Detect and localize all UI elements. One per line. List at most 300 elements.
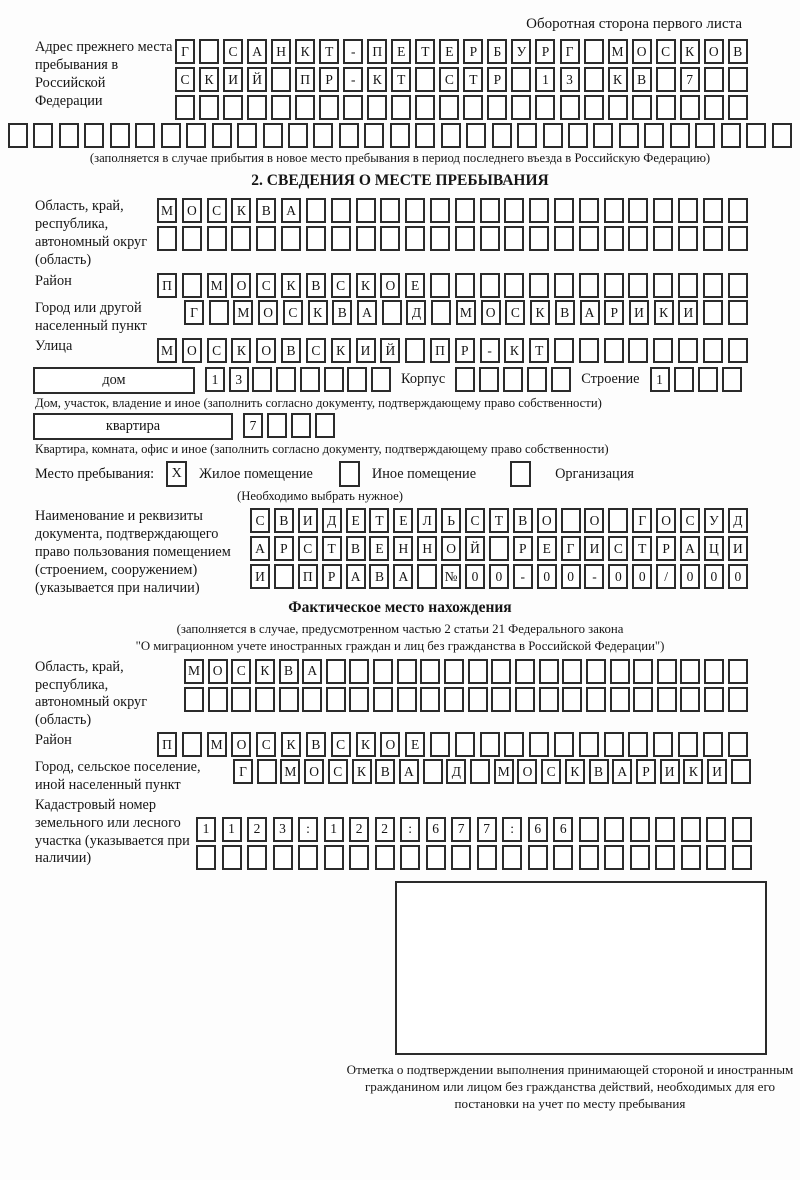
char-cell[interactable] [273, 845, 293, 870]
char-cell[interactable]: С [207, 198, 227, 223]
char-cell[interactable] [554, 226, 574, 251]
char-cell[interactable] [515, 659, 535, 684]
char-cell[interactable] [554, 198, 574, 223]
char-cell[interactable] [722, 367, 742, 392]
char-cell[interactable] [561, 508, 581, 533]
char-cell[interactable]: М [157, 338, 177, 363]
char-cell[interactable]: М [184, 659, 204, 684]
char-cell[interactable] [703, 338, 723, 363]
char-cell[interactable]: Р [319, 67, 339, 92]
char-cell[interactable]: Р [274, 536, 294, 561]
char-cell[interactable] [503, 367, 523, 392]
char-cell[interactable]: В [306, 273, 326, 298]
char-cell[interactable]: С [223, 39, 243, 64]
char-cell[interactable] [680, 95, 700, 120]
char-cell[interactable] [529, 226, 549, 251]
char-cell[interactable] [554, 732, 574, 757]
char-cell[interactable]: 0 [632, 564, 652, 589]
char-cell[interactable] [584, 95, 604, 120]
char-cell[interactable] [678, 198, 698, 223]
char-cell[interactable] [703, 273, 723, 298]
char-cell[interactable]: К [255, 659, 275, 684]
char-cell[interactable]: Г [184, 300, 204, 325]
char-cell[interactable] [439, 95, 459, 120]
char-cell[interactable] [655, 845, 675, 870]
char-cell[interactable]: У [511, 39, 531, 64]
char-cell[interactable] [367, 95, 387, 120]
char-cell[interactable] [480, 198, 500, 223]
char-cell[interactable] [579, 817, 599, 842]
char-cell[interactable]: А [346, 564, 366, 589]
char-cell[interactable]: 1 [205, 367, 225, 392]
char-cell[interactable]: И [660, 759, 680, 784]
char-cell[interactable]: М [233, 300, 253, 325]
char-cell[interactable] [568, 123, 588, 148]
char-cell[interactable] [161, 123, 181, 148]
char-cell[interactable]: О [481, 300, 501, 325]
char-cell[interactable]: С [439, 67, 459, 92]
char-cell[interactable] [373, 687, 393, 712]
char-cell[interactable]: С [231, 659, 251, 684]
char-cell[interactable]: 0 [608, 564, 628, 589]
char-cell[interactable] [653, 198, 673, 223]
char-cell[interactable]: О [656, 508, 676, 533]
char-cell[interactable] [704, 67, 724, 92]
char-cell[interactable]: 2 [375, 817, 395, 842]
char-cell[interactable]: А [393, 564, 413, 589]
char-cell[interactable]: О [256, 338, 276, 363]
char-cell[interactable]: - [480, 338, 500, 363]
char-cell[interactable] [295, 95, 315, 120]
char-cell[interactable]: А [302, 659, 322, 684]
char-cell[interactable]: С [331, 273, 351, 298]
char-cell[interactable] [504, 198, 524, 223]
char-cell[interactable]: 1 [650, 367, 670, 392]
char-cell[interactable]: В [632, 67, 652, 92]
char-cell[interactable] [706, 845, 726, 870]
char-cell[interactable] [415, 95, 435, 120]
char-cell[interactable]: А [247, 39, 267, 64]
char-cell[interactable] [628, 338, 648, 363]
char-cell[interactable] [604, 226, 624, 251]
char-cell[interactable]: 6 [553, 817, 573, 842]
char-cell[interactable] [480, 226, 500, 251]
char-cell[interactable] [257, 759, 277, 784]
char-cell[interactable] [728, 659, 748, 684]
char-cell[interactable]: : [502, 817, 522, 842]
char-cell[interactable] [728, 95, 748, 120]
char-cell[interactable]: К [231, 338, 251, 363]
char-cell[interactable]: Й [380, 338, 400, 363]
char-cell[interactable] [728, 687, 748, 712]
char-cell[interactable]: К [199, 67, 219, 92]
char-cell[interactable]: М [494, 759, 514, 784]
char-cell[interactable]: К [281, 732, 301, 757]
char-cell[interactable] [405, 198, 425, 223]
char-cell[interactable] [231, 687, 251, 712]
char-cell[interactable] [279, 687, 299, 712]
char-cell[interactable] [628, 198, 648, 223]
char-cell[interactable] [373, 659, 393, 684]
char-cell[interactable] [678, 226, 698, 251]
char-cell[interactable]: Р [487, 67, 507, 92]
char-cell[interactable] [703, 226, 723, 251]
char-cell[interactable]: М [608, 39, 628, 64]
char-cell[interactable]: Р [455, 338, 475, 363]
char-cell[interactable] [732, 845, 752, 870]
char-cell[interactable]: В [728, 39, 748, 64]
char-cell[interactable]: К [608, 67, 628, 92]
char-cell[interactable] [633, 659, 653, 684]
char-cell[interactable] [324, 845, 344, 870]
char-cell[interactable]: М [207, 732, 227, 757]
char-cell[interactable]: К [680, 39, 700, 64]
char-cell[interactable] [703, 300, 723, 325]
char-cell[interactable]: К [367, 67, 387, 92]
char-cell[interactable]: О [304, 759, 324, 784]
char-cell[interactable] [441, 123, 461, 148]
char-cell[interactable] [670, 123, 690, 148]
char-cell[interactable]: С [175, 67, 195, 92]
char-cell[interactable]: В [555, 300, 575, 325]
char-cell[interactable] [554, 338, 574, 363]
char-cell[interactable] [382, 300, 402, 325]
char-cell[interactable] [539, 659, 559, 684]
char-cell[interactable] [608, 95, 628, 120]
char-cell[interactable]: 7 [243, 413, 263, 438]
char-cell[interactable]: М [280, 759, 300, 784]
char-cell[interactable] [455, 732, 475, 757]
char-cell[interactable]: С [256, 273, 276, 298]
char-cell[interactable] [182, 273, 202, 298]
char-cell[interactable]: С [207, 338, 227, 363]
char-cell[interactable]: Г [175, 39, 195, 64]
char-cell[interactable]: Р [513, 536, 533, 561]
char-cell[interactable] [380, 198, 400, 223]
char-cell[interactable]: К [654, 300, 674, 325]
char-cell[interactable] [59, 123, 79, 148]
char-cell[interactable] [300, 367, 320, 392]
char-cell[interactable] [468, 687, 488, 712]
char-cell[interactable] [466, 123, 486, 148]
char-cell[interactable] [157, 226, 177, 251]
stay-type-checkbox-residential[interactable]: X [166, 461, 187, 487]
char-cell[interactable]: С [298, 536, 318, 561]
char-cell[interactable]: В [375, 759, 395, 784]
char-cell[interactable] [579, 273, 599, 298]
char-cell[interactable]: 0 [728, 564, 748, 589]
char-cell[interactable]: К [352, 759, 372, 784]
char-cell[interactable] [380, 226, 400, 251]
char-cell[interactable] [704, 687, 724, 712]
char-cell[interactable] [554, 273, 574, 298]
char-cell[interactable] [529, 732, 549, 757]
char-cell[interactable]: М [456, 300, 476, 325]
char-cell[interactable] [271, 95, 291, 120]
char-cell[interactable] [347, 367, 367, 392]
char-cell[interactable]: В [279, 659, 299, 684]
char-cell[interactable] [455, 367, 475, 392]
char-cell[interactable]: В [589, 759, 609, 784]
char-cell[interactable]: К [295, 39, 315, 64]
char-cell[interactable] [704, 95, 724, 120]
char-cell[interactable]: Р [636, 759, 656, 784]
char-cell[interactable]: Т [463, 67, 483, 92]
char-cell[interactable] [610, 687, 630, 712]
char-cell[interactable]: Ц [704, 536, 724, 561]
char-cell[interactable] [455, 198, 475, 223]
char-cell[interactable]: А [250, 536, 270, 561]
char-cell[interactable]: С [306, 338, 326, 363]
char-cell[interactable] [391, 95, 411, 120]
char-cell[interactable]: И [678, 300, 698, 325]
char-cell[interactable] [255, 687, 275, 712]
char-cell[interactable] [732, 817, 752, 842]
char-cell[interactable] [331, 226, 351, 251]
char-cell[interactable] [417, 564, 437, 589]
char-cell[interactable] [728, 67, 748, 92]
char-cell[interactable] [477, 845, 497, 870]
char-cell[interactable] [604, 273, 624, 298]
char-cell[interactable] [678, 732, 698, 757]
char-cell[interactable] [208, 687, 228, 712]
char-cell[interactable]: 7 [477, 817, 497, 842]
char-cell[interactable]: М [157, 198, 177, 223]
char-cell[interactable]: 1 [222, 817, 242, 842]
char-cell[interactable] [529, 273, 549, 298]
char-cell[interactable] [586, 659, 606, 684]
char-cell[interactable] [721, 123, 741, 148]
house-field-box[interactable]: дом [33, 367, 195, 394]
char-cell[interactable] [451, 845, 471, 870]
char-cell[interactable] [728, 273, 748, 298]
char-cell[interactable] [728, 338, 748, 363]
char-cell[interactable] [331, 198, 351, 223]
char-cell[interactable] [579, 226, 599, 251]
char-cell[interactable] [274, 564, 294, 589]
char-cell[interactable] [84, 123, 104, 148]
char-cell[interactable] [560, 95, 580, 120]
char-cell[interactable]: К [683, 759, 703, 784]
char-cell[interactable] [704, 659, 724, 684]
char-cell[interactable] [504, 732, 524, 757]
char-cell[interactable]: М [207, 273, 227, 298]
char-cell[interactable] [306, 198, 326, 223]
char-cell[interactable]: О [704, 39, 724, 64]
char-cell[interactable] [405, 226, 425, 251]
char-cell[interactable]: В [274, 508, 294, 533]
char-cell[interactable]: О [584, 508, 604, 533]
char-cell[interactable]: О [537, 508, 557, 533]
char-cell[interactable]: И [298, 508, 318, 533]
char-cell[interactable] [535, 95, 555, 120]
char-cell[interactable]: Т [632, 536, 652, 561]
char-cell[interactable] [728, 226, 748, 251]
char-cell[interactable]: Л [417, 508, 437, 533]
char-cell[interactable] [644, 123, 664, 148]
char-cell[interactable] [680, 687, 700, 712]
char-cell[interactable]: К [356, 732, 376, 757]
char-cell[interactable] [247, 95, 267, 120]
char-cell[interactable]: В [513, 508, 533, 533]
char-cell[interactable]: К [231, 198, 251, 223]
char-cell[interactable]: О [208, 659, 228, 684]
char-cell[interactable] [339, 123, 359, 148]
char-cell[interactable]: 0 [537, 564, 557, 589]
char-cell[interactable]: Г [233, 759, 253, 784]
char-cell[interactable] [480, 732, 500, 757]
char-cell[interactable]: 1 [535, 67, 555, 92]
char-cell[interactable]: Д [322, 508, 342, 533]
char-cell[interactable] [271, 67, 291, 92]
char-cell[interactable] [135, 123, 155, 148]
char-cell[interactable] [375, 845, 395, 870]
char-cell[interactable] [326, 659, 346, 684]
char-cell[interactable]: У [704, 508, 724, 533]
char-cell[interactable] [703, 198, 723, 223]
char-cell[interactable] [444, 687, 464, 712]
char-cell[interactable] [315, 413, 335, 438]
char-cell[interactable] [653, 732, 673, 757]
char-cell[interactable] [463, 95, 483, 120]
char-cell[interactable]: П [157, 732, 177, 757]
char-cell[interactable]: 3 [229, 367, 249, 392]
char-cell[interactable] [502, 845, 522, 870]
char-cell[interactable]: С [608, 536, 628, 561]
char-cell[interactable]: - [343, 39, 363, 64]
char-cell[interactable]: А [680, 536, 700, 561]
char-cell[interactable]: Т [391, 67, 411, 92]
char-cell[interactable]: 0 [489, 564, 509, 589]
char-cell[interactable]: О [517, 759, 537, 784]
char-cell[interactable]: - [343, 67, 363, 92]
char-cell[interactable] [584, 39, 604, 64]
char-cell[interactable] [326, 687, 346, 712]
char-cell[interactable] [430, 732, 450, 757]
char-cell[interactable]: П [430, 338, 450, 363]
char-cell[interactable]: П [367, 39, 387, 64]
char-cell[interactable]: Г [561, 536, 581, 561]
char-cell[interactable] [515, 687, 535, 712]
char-cell[interactable]: О [258, 300, 278, 325]
char-cell[interactable] [681, 845, 701, 870]
char-cell[interactable]: А [399, 759, 419, 784]
char-cell[interactable]: Г [560, 39, 580, 64]
char-cell[interactable]: О [632, 39, 652, 64]
char-cell[interactable] [491, 659, 511, 684]
char-cell[interactable]: 1 [324, 817, 344, 842]
char-cell[interactable]: Н [393, 536, 413, 561]
char-cell[interactable]: Т [319, 39, 339, 64]
char-cell[interactable] [343, 95, 363, 120]
char-cell[interactable] [223, 95, 243, 120]
char-cell[interactable]: О [231, 732, 251, 757]
char-cell[interactable]: И [728, 536, 748, 561]
char-cell[interactable] [324, 367, 344, 392]
char-cell[interactable] [199, 95, 219, 120]
char-cell[interactable]: Д [728, 508, 748, 533]
char-cell[interactable]: В [256, 198, 276, 223]
char-cell[interactable]: И [250, 564, 270, 589]
char-cell[interactable] [397, 659, 417, 684]
char-cell[interactable] [584, 67, 604, 92]
char-cell[interactable] [33, 123, 53, 148]
char-cell[interactable] [655, 817, 675, 842]
char-cell[interactable] [319, 95, 339, 120]
char-cell[interactable] [209, 300, 229, 325]
char-cell[interactable] [431, 300, 451, 325]
char-cell[interactable] [551, 367, 571, 392]
char-cell[interactable] [681, 817, 701, 842]
stay-type-checkbox-other[interactable] [339, 461, 360, 487]
char-cell[interactable]: Р [604, 300, 624, 325]
char-cell[interactable]: В [346, 536, 366, 561]
char-cell[interactable]: Т [529, 338, 549, 363]
char-cell[interactable] [256, 226, 276, 251]
char-cell[interactable]: О [380, 273, 400, 298]
char-cell[interactable]: Т [415, 39, 435, 64]
char-cell[interactable] [400, 845, 420, 870]
char-cell[interactable]: С [680, 508, 700, 533]
char-cell[interactable]: 7 [451, 817, 471, 842]
char-cell[interactable]: К [356, 273, 376, 298]
char-cell[interactable] [604, 845, 624, 870]
char-cell[interactable] [579, 845, 599, 870]
char-cell[interactable]: К [281, 273, 301, 298]
char-cell[interactable]: К [565, 759, 585, 784]
char-cell[interactable] [430, 226, 450, 251]
char-cell[interactable] [415, 123, 435, 148]
char-cell[interactable] [728, 198, 748, 223]
char-cell[interactable] [731, 759, 751, 784]
char-cell[interactable] [543, 123, 563, 148]
char-cell[interactable] [487, 95, 507, 120]
char-cell[interactable] [604, 338, 624, 363]
char-cell[interactable] [288, 123, 308, 148]
char-cell[interactable]: 2 [247, 817, 267, 842]
char-cell[interactable] [364, 123, 384, 148]
char-cell[interactable] [674, 367, 694, 392]
char-cell[interactable] [207, 226, 227, 251]
char-cell[interactable] [8, 123, 28, 148]
char-cell[interactable]: И [707, 759, 727, 784]
char-cell[interactable]: В [306, 732, 326, 757]
char-cell[interactable]: А [357, 300, 377, 325]
char-cell[interactable]: Е [391, 39, 411, 64]
char-cell[interactable] [703, 732, 723, 757]
char-cell[interactable] [608, 508, 628, 533]
char-cell[interactable] [633, 687, 653, 712]
char-cell[interactable] [480, 273, 500, 298]
char-cell[interactable]: Е [439, 39, 459, 64]
char-cell[interactable] [349, 845, 369, 870]
char-cell[interactable]: 6 [528, 817, 548, 842]
char-cell[interactable] [517, 123, 537, 148]
char-cell[interactable] [628, 732, 648, 757]
char-cell[interactable]: С [256, 732, 276, 757]
char-cell[interactable] [182, 226, 202, 251]
char-cell[interactable]: О [182, 198, 202, 223]
char-cell[interactable] [604, 732, 624, 757]
char-cell[interactable] [511, 95, 531, 120]
char-cell[interactable] [728, 732, 748, 757]
char-cell[interactable]: С [465, 508, 485, 533]
char-cell[interactable]: И [629, 300, 649, 325]
char-cell[interactable]: Е [369, 536, 389, 561]
char-cell[interactable] [349, 687, 369, 712]
char-cell[interactable]: Ь [441, 508, 461, 533]
char-cell[interactable] [426, 845, 446, 870]
